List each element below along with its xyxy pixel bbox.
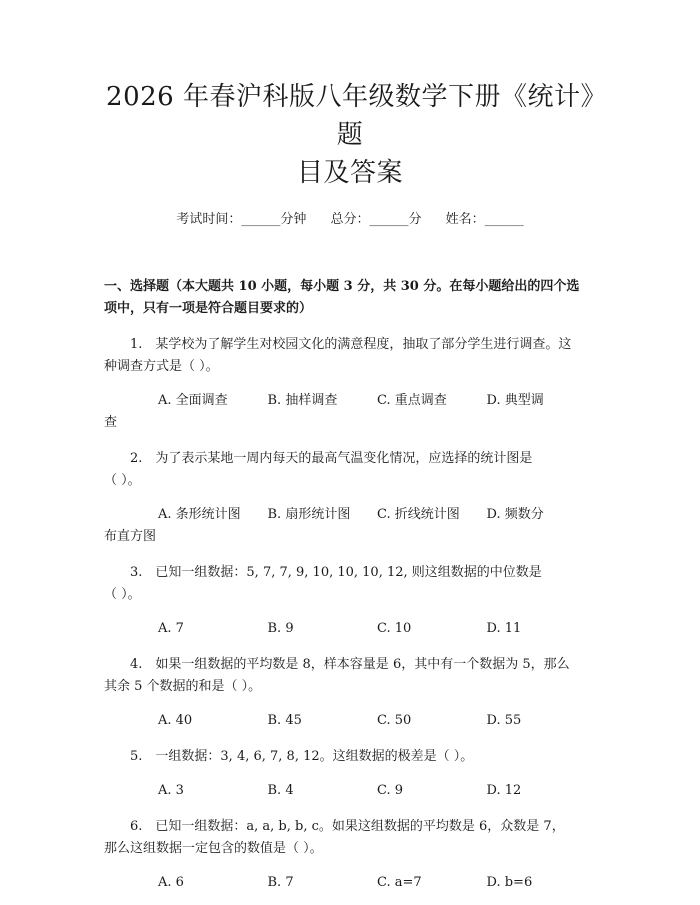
option-b: B. 4 [267,783,294,798]
option-b: B. 45 [267,713,302,728]
question-3-line-1: 3. 已知一组数据：5, 7, 7, 9, 10, 10, 10, 12, 则这组数据的中位数是 [130,565,542,580]
exam-time: 考试时间：______分钟 [176,212,307,227]
question-1-line-2: 种调查方式是（ ）。 [104,359,219,374]
question-3-options [104,618,596,640]
section-title-line-2: 项中，只有一项是符合题目要求的） [104,301,313,316]
option-c: C. 50 [377,713,412,728]
question-6-line-2: 那么这组数据一定包含的数值是（ ）。 [104,841,323,856]
option-a: A. 3 [158,783,184,798]
option-d: D. 12 [486,783,522,798]
option-c: C. a=7 [377,875,422,890]
question-4-options [104,710,596,732]
option-d: D. 55 [486,713,522,728]
option-b: B. 抽样调查 [267,393,338,408]
title-line-1: 2026 年春沪科版八年级数学下册《统计》题 [106,82,594,150]
question-5-options [104,780,596,802]
exam-info [104,210,596,230]
question-3-line-2: （ ）。 [104,587,141,602]
option-a: A. 7 [158,621,184,636]
section-title-line-1: 一、选择题（本大题共 10 小题，每小题 3 分，共 30 分。在每小题给出的四个选 [104,279,580,294]
question-5 [104,746,596,768]
option-a: A. 40 [158,713,193,728]
question-1-options [104,390,596,434]
exam-total-score: 总分：______分 [330,212,422,227]
option-a: A. 条形统计图 [158,507,241,522]
page-title [104,78,596,192]
question-4-line-2: 其余 5 个数据的和是（ ）。 [104,679,262,694]
option-d: D. 典型调 [486,393,544,408]
question-1-line-1: 1. 某学校为了解学生对校园文化的满意程度，抽取了部分学生进行调查。这 [130,337,572,352]
option-c: C. 9 [377,783,404,798]
option-c: C. 10 [377,621,412,636]
question-4 [104,654,596,698]
option-b: B. 7 [267,875,294,890]
option-b: B. 9 [267,621,294,636]
option-c: C. 折线统计图 [377,507,460,522]
question-2-line-1: 2. 为了表示某地一周内每天的最高气温变化情况，应选择的统计图是 [130,451,533,466]
question-6-line-1: 6. 已知一组数据：a, a, b, b, c。如果这组数据的平均数是 6，众数是 7， [130,819,565,834]
question-5-line-1: 5. 一组数据：3, 4, 6, 7, 8, 12。这组数据的极差是（ ）。 [130,749,474,764]
question-2-options [104,504,596,548]
question-6-options [104,872,596,894]
option-d: D. 频数分 [486,507,544,522]
option-d-continuation: 布直方图 [104,529,157,544]
option-d: D. 11 [486,621,522,636]
option-b: B. 扇形统计图 [267,507,351,522]
option-a: A. 全面调查 [158,393,228,408]
question-2 [104,448,596,492]
option-d-continuation: 查 [104,415,118,430]
option-a: A. 6 [158,875,184,890]
question-3 [104,562,596,606]
question-6 [104,816,596,860]
question-2-line-2: （ ）。 [104,473,141,488]
option-c: C. 重点调查 [377,393,447,408]
exam-name: 姓名：______ [445,212,524,227]
option-d: D. b=6 [486,875,533,890]
question-1 [104,334,596,378]
title-line-2: 目及答案 [296,158,403,188]
section-title [104,276,596,320]
question-4-line-1: 4. 如果一组数据的平均数是 8，样本容量是 6，其中有一个数据为 5，那么 [130,657,570,672]
